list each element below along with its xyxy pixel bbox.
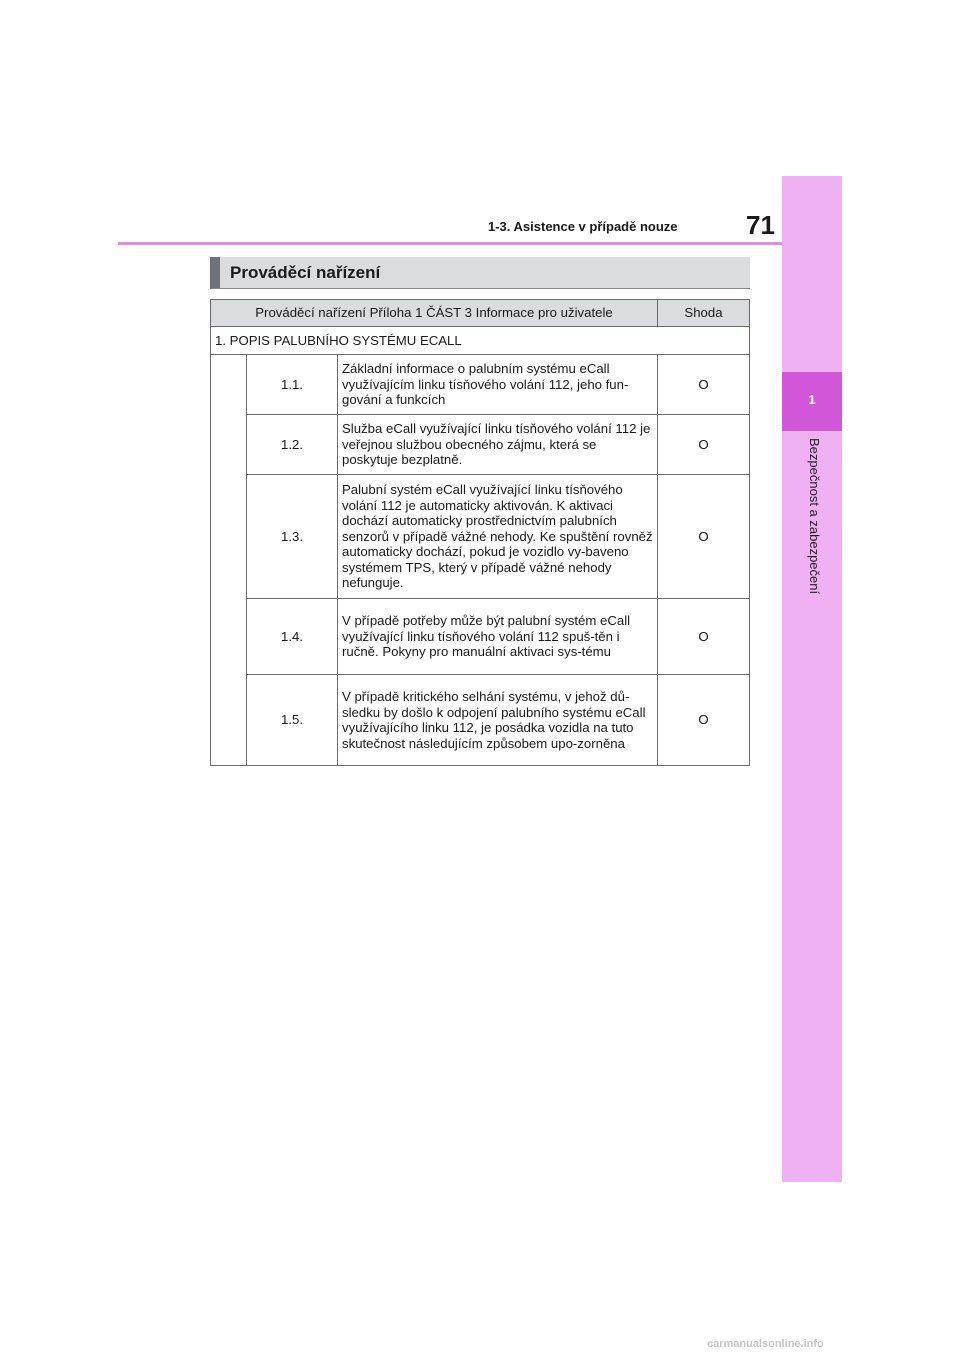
section-heading: Prováděcí nařízení xyxy=(210,257,750,288)
indent-cell xyxy=(211,355,247,766)
table-row xyxy=(211,355,750,415)
page-number: 71 xyxy=(746,210,775,240)
row-shoda: O xyxy=(658,415,750,475)
row-number: 1.3. xyxy=(247,475,338,599)
table-row xyxy=(211,415,750,475)
row-shoda: O xyxy=(658,355,750,415)
regulation-table xyxy=(210,299,750,766)
chapter-side-tab xyxy=(782,176,842,1182)
table-row xyxy=(211,599,750,675)
row-shoda: O xyxy=(658,675,750,766)
row-shoda: O xyxy=(658,599,750,675)
table-row xyxy=(211,675,750,766)
column-header-info: Prováděcí nařízení Příloha 1 ČÁST 3 Informace pro uživatele xyxy=(211,300,658,327)
row-text: Základní informace o palubním systému eCall využívajícím linku tísňového volání 112, jeho fun-gování a funkcích xyxy=(338,355,658,415)
row-text: Palubní systém eCall využívající linku tísňového volání 112 je automaticky aktivován. K aktivaci dochází automaticky prostřednictvím palubních senzorů v případě vážné nehody. Ke spuštění rovněž automaticky dochází, pokud je vozidlo vy-baveno systémem TPS, který v případě vážné nehody nefunguje. xyxy=(338,475,658,599)
row-number: 1.1. xyxy=(247,355,338,415)
row-text: V případě kritického selhání systému, v jehož dů-sledku by došlo k odpojení palubního systému eCall využívajícího linku 112, je posádka vozidla na tuto skutečnost následujícím způsobem upo-zorněna xyxy=(338,675,658,766)
section-divider xyxy=(210,288,750,289)
footer-watermark: carmanualsonline.info xyxy=(707,1338,824,1350)
row-text: Služba eCall využívající linku tísňového volání 112 je veřejnou službou obecného zájmu, která se poskytuje bezplatně. xyxy=(338,415,658,475)
row-number: 1.5. xyxy=(247,675,338,766)
row-number: 1.2. xyxy=(247,415,338,475)
chapter-title: 1. POPIS PALUBNÍHO SYSTÉMU ECALL xyxy=(211,327,750,355)
chapter-tab-number: 1 xyxy=(808,392,816,407)
header-section-title: 1-3. Asistence v případě nouze xyxy=(488,219,678,234)
chapter-tab-label: Bezpečnost a zabezpečení xyxy=(807,438,822,595)
row-shoda: O xyxy=(658,475,750,599)
header-rule xyxy=(118,242,782,245)
chapter-row xyxy=(211,327,750,355)
table-header-row xyxy=(211,300,750,327)
row-number: 1.4. xyxy=(247,599,338,675)
row-text: V případě potřeby může být palubní systém eCall využívající linku tísňového volání 112 spuš-těn i ručně. Pokyny pro manuální aktivaci sys-tému xyxy=(338,599,658,675)
table-row xyxy=(211,475,750,599)
column-header-shoda: Shoda xyxy=(658,300,750,327)
